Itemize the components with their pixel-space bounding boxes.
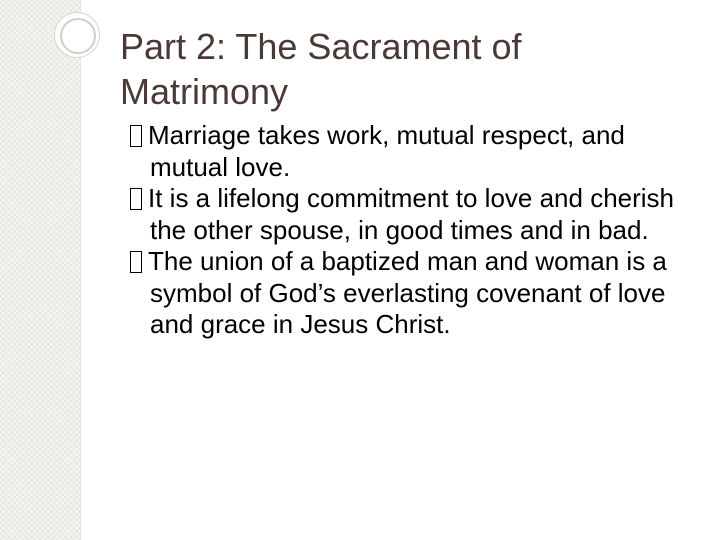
bullet-text: The union of a baptized man and woman is a symbol of God’s everlasting covenant of love and grace in Jesus Christ. (148, 246, 667, 339)
slide-title: Part 2: The Sacrament of Matrimony (120, 26, 522, 112)
side-band-divider (80, 0, 81, 540)
bullet-box-icon (130, 125, 142, 147)
bullet-item (130, 246, 710, 341)
decorative-inner-ring-icon (60, 18, 96, 54)
bullet-list (130, 120, 710, 341)
bullet-text: It is a lifelong commitment to love and cherish the other spouse, in good times and in bad. (148, 183, 675, 245)
bullet-box-icon (130, 251, 142, 273)
bullet-item (130, 120, 710, 183)
bullet-item (130, 183, 710, 246)
bullet-box-icon (130, 188, 142, 210)
bullet-text: Marriage takes work, mutual respect, and mutual love. (148, 120, 625, 182)
decorative-side-band (0, 0, 80, 540)
